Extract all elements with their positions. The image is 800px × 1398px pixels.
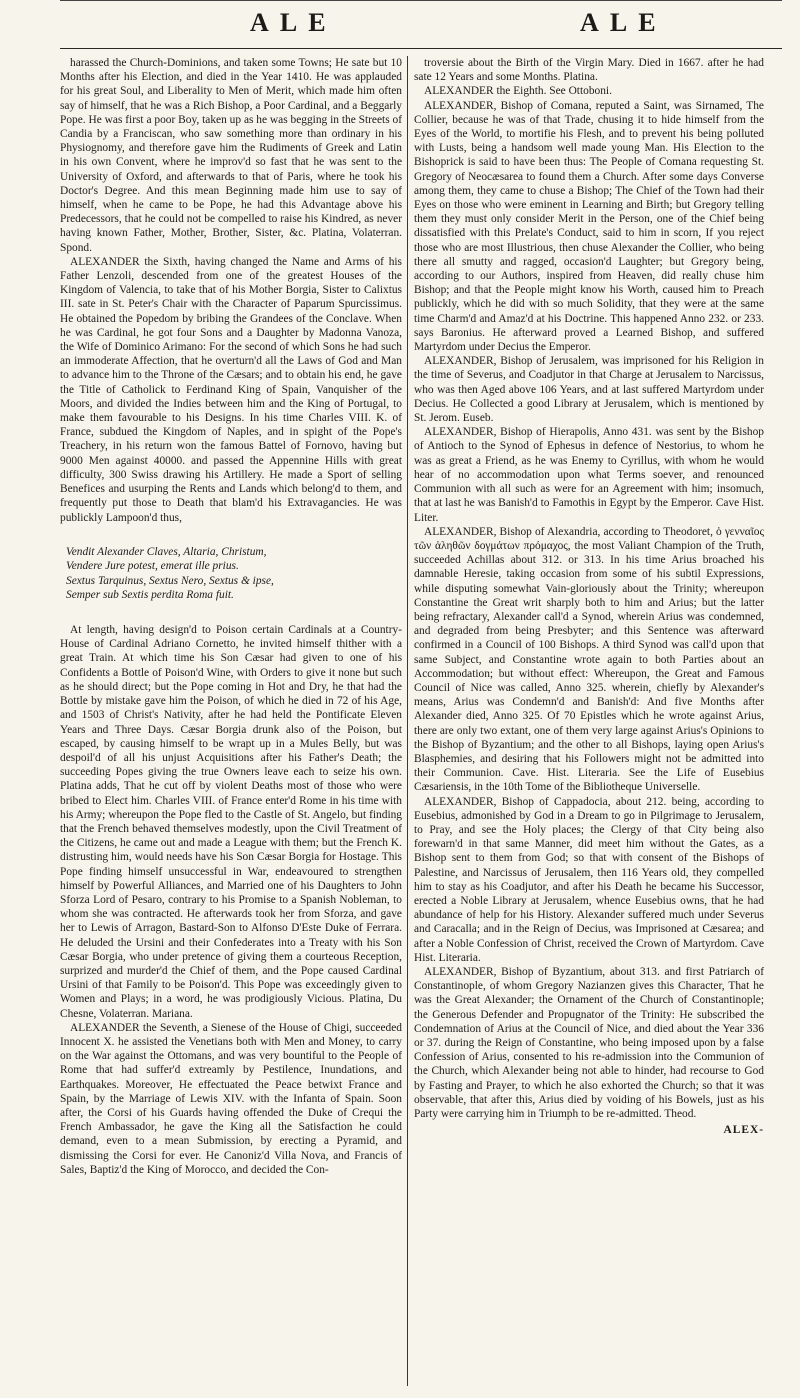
entry-alexander-jerusalem: ALEXANDER, Bishop of Jerusalem, was imprisoned for his Religion in the time of Severus, and Coadjutor in that Charge at Jerusalem to Narcissus, who was then Aged above 106 Years, and at last suffered Martyrdom under Decius. He Collected a good Library at Jerusalem, which is mentioned by St. Jerom. Euseb. — [414, 355, 764, 425]
catchword: ALEX- — [723, 1124, 764, 1137]
header-top-rule — [60, 0, 782, 1]
entry-alexander-comana: ALEXANDER, Bishop of Comana, reputed a Saint, was Sirnamed, The Collier, because he was of that Trade, chusing it to hide himself from the Eyes of the World, to mortifie his Flesh, and to prevent his being polluted with Lusts, being a handsom well made young Man. His Election to the Bishoprick is said to have been thus: The People of Comana requesting St. Gregory of Neocæsarea to found them a Church. After some days Converse among them, they came to chuse a Bishop; The Chief of the Town had their Eyes on those who were eminent in Learning and Birth; but Gregory telling them they must only consider Merit in the Person, one of the Chief being dissatisfied with this Prelate's Conduct, said to him in scorn, If you reject those who are most Illustrious, then chuse Alexander the Collier, who being there all smutty and ragged, occasion'd Laughter; but Gregory being, according to our Authors, inspired from Heaven, did really chuse him Bishop; and that the People might know his Worth, caused him to Preach publickly, which he did with so much Solidity, that they were at the same time Charm'd and Amaz'd at his Doctrine. This happened Anno 232. or 233. says Baronius. He afterward proved a Learned Bishop, and suffered Martyrdom under Decius the Emperor. — [414, 99, 764, 354]
left-column — [60, 56, 402, 1386]
verse-line: Vendit Alexander Claves, Altaria, Christum, — [66, 545, 267, 558]
right-column — [414, 56, 764, 1386]
entry-alexander-alexandria: ALEXANDER, Bishop of Alexandria, according to Theodoret, ὁ γενναῖος τῶν ἀληθῶν δογμάτων πρόμαχος, the most Valiant Champion of the Truth, succeeded Achillas about 312. or 313. In his time Arius broached his damnable Heresie, taking occasion from some of his subtil Expressions, while disputing somewhat Vain-gloriously about the Trinity; whereupon Constantine the Great writ sharply both to him and Arius; but the latter being refractary, Alexander call'd a Synod, wherein Arius was condemned, and degraded from being Presbyter; and this Sentence was afterward confirmed in a Council of 100 Bishops. A third Synod was call'd upon that same Subject, and Constantine wrote again to both Parties about an Accommodation; but without effect: Whereupon, the Great and Famous Council of Nice was called, Anno 325. wherein, chiefly by Alexander's means, Arius was Condemn'd and Banish'd: And five Months after Alexander died, Anno 325. Of 70 Epistles which he wrote against Arius, there are only two extant, one of them very large against Arius's Opinions to the Bishop of Byzantium; and the other to all Bishops, laying open Arius's Blasphemies, and desiring that his Followers might not be admitted into their Communion. Cave. Hist. Literaria. See the Life of Eusebius Cæsariensis, in the 10th Tome of the Bibliotheque Universelle. — [414, 525, 764, 794]
entry-alexander-eighth: ALEXANDER the Eighth. See Ottoboni. — [424, 85, 612, 98]
column-divider — [407, 56, 408, 1386]
verse-line: Semper sub Sextis perdita Roma fuit. — [66, 589, 234, 602]
running-header — [60, 0, 782, 49]
entry-alexander-hierapolis: ALEXANDER, Bishop of Hierapolis, Anno 431. was sent by the Bishop of Antioch to the Synod of Ephesus in defence of Nestorius, to whom he was as great a Friend, as he was Enemy to Cyrillus, with whom he would hear of no accommodation upon what Terms soever, and renounced Communion with all such as were for an Agreement with him; insomuch, that at last he was Banish'd to Famothis in Egypt by the Emperor. Cave Hist. Liter. — [414, 426, 764, 524]
entry-alexander-cappadocia: ALEXANDER, Bishop of Cappadocia, about 212. being, according to Eusebius, admonished by God in a Dream to go in Pilgrimage to Jerusalem, to Pray, and see the Holy places; the Clergy of that City being also forewarn'd in that same Manner, did meet him without the Gates, as a Bishop sent to them from God; so that with consent of the Bishops of Palestine, and Narcissus of Jerusalem, then 116 Years old, they compelled him to stay as his Coadjutor, and after his Death he became his Successor, erected a Noble Library at Jerusalem, whence Eusebius owns, that he had abundance of help for his History. Alexander suffered much under Severus and Caracalla; and in the Reign of Decius, was Imprisoned at Cæsarea; and after a Noble Confession of Christ, received the Crown of Martyrdom. Cave Hist. Literaria. — [414, 795, 764, 964]
verse-line: Vendere Jure potest, emerat ille prius. — [66, 560, 239, 573]
entry-alexander-byzantium: ALEXANDER, Bishop of Byzantium, about 313. and first Patriarch of Constantinople, of whom Gregory Nazianzen gives this Character, That he was the Great Alexander; the Ornament of the Church of Constantinople; the Generous Defender and Propugnator of the Trinity: He subscribed the Condemnation of Arius at the Council of Nice, and died about the Year 336 or 37. during the Reign of Constantine, who being imposed upon by a false Confession of Arius, consented to his re-admission into the Communion of the Church, which Alexander being not able to hinder, had recourse to God by Fasting and Prayer, to which he also exhorted the Church; so that it was observable, that after this, Arius died by voiding of his Bowels, just as his Party were carrying him in Triumph to be re-admitted. Theod. — [414, 966, 764, 1121]
entry-alexander-sixth: ALEXANDER the Sixth, having changed the Name and Arms of his Father Lenzoli, descended from one of the greatest Houses of the Kingdom of Valencia, to take that of his Mother Borgia, Sister to Calixtus III. sate in St. Peter's Chair with the Character of Paparum Spurcissimus. He obtained the Popedom by bribing the Grandees of the Conclave. When he was Cardinal, he got four Sons and a Daughter by Madonna Vanoza, the Wife of Dominico Arimano: For the second of which Sons he had such an immoderate Affection, that he overturn'd all the Laws of God and Man to advance him to the Throne of the Cæsars; and to obtain his end, he gave the Title of Catholick to Ferdinand King of Spain, Vanquisher of the Moors, and divided the Indies between him and the King of Portugal, to make them favourable to his Designs. In his time Charles VIII. K. of France, subdued the Kingdom of Naples, and in spight of the Pope's Treachery, in his return won the famous Battel of Fornovo, having but 9000 Men against 40000. and passed the Appennine Hills with great difficulty, 300 Swiss drawing his Artillery. He made a Sport of selling Benefices and usurping the Rents and Lands which belong'd to them, and frequently put those to Death that blam'd his Extravagancies. He was publickly Lampoon'd thus, — [60, 255, 402, 524]
header-right-title: A L E — [580, 8, 659, 37]
lampoon-verse — [66, 545, 402, 603]
verse-line: Sextus Tarquinus, Sextus Nero, Sextus & ipse, — [66, 574, 274, 587]
header-left-title: A L E — [250, 8, 329, 37]
entry-alexander-seventh: ALEXANDER the Seventh, a Sienese of the House of Chigi, succeeded Innocent X. he assisted the Venetians both with Men and Money, to carry on the War against the Ottomans, and was very bountiful to the People of Rome that had suffer'd extreamly by Pestilence, Inundations, and Earthquakes. Moreover, He effectuated the Peace betwixt France and Spain, by the Marriage of Lewis XIV. with the Infanta of Spain. Soon after, the Corsi of his Guards having offended the Duke of Crequi the French Ambassador, he gave the King all the Satisfaction he could demand, even to a mean Submission, by erecting a Pyramid, and dismissing the Corsi for ever. He Canoniz'd Villa Nova, and Francis of Sales, Baptiz'd the King of Morocco, and decided the Con- — [60, 1021, 402, 1176]
entry-alexander-sixth-cont: At length, having design'd to Poison certain Cardinals at a Country-House of Cardinal Adriano Cornetto, he invited himself thither with a great Train. At which time his Son Cæsar had given to one of his Confidents a Bottle of Poison'd Wine, with Orders to give it none but such as he should direct; but the Pope coming in Hot and Dry, he that had the Bottle by mistake gave him the Poison, of which he died in 72 of his Age, and 1503 of Christ's Nativity, after he had held the Pontificate Eleven Years and Three Days. Cæsar Borgia drunk also of the Poison, but escaped, by causing himself to be wrapt up in a Mules Belly, but was despoil'd of all his unjust Acquisitions after his Father's Death; the succeeding Popes giving the true Owners leave each to seize his own. Platina adds, That he cut off by violent Deaths most of those who were bribed to Elect him. Charles VIII. of France enter'd Rome in his time with his Army; whereupon the Pope fled to the Castle of St. Angelo, but finding that the French behaved themselves modestly, upon the Civil Treatment of the Citizens, he came out and made a League with them; but the French K. distrusting him, would needs have his Son Cæsar Borgia for Hostage. This Pope finding himself unsuccessful in War, endeavoured to strengthen himself by Powerful Alliances, and Married one of his Daughters to John Sforza Lord of Pesaro, contrary to his Promise to a Spanish Nobleman, to whom she was contracted. He afterwards took her from Sforza, and gave her to Lewis of Arragon, Bastard-Son to Alfonso D'Este Duke of Ferrara. He deluded the Ursini and their Confederates into a Treaty with his Son Cæsar Borgia, who under pretence of giving them a courteous Reception, surprized and murder'd the Chief of them, and the Pope caused Cardinal Ursini of that Family to be Poison'd. This Pope was exceedingly given to Women and Plays; in a word, he was prodigiously Vicious. Platina, Du Chesne, Volaterran. Mariana. — [60, 624, 402, 1020]
entry-continued: harassed the Church-Dominions, and taken some Towns; He sate but 10 Months after his Election, and died in the Year 1410. He was applauded for his great Soul, and Liberality to Men of Merit, which made him often say of himself, that he was a Rich Bishop, a Poor Cardinal, and a Beggarly Pope. He was first a poor Boy, taken up as he was begging in the Streets of Candia by a Franciscan, who saw something more than ordinary in his Physiognomy, and therefore gave him the Rudiments of Greek and Latin in his own Convent, where he improv'd so fast that he was sent to the University of Oxford, and afterwards to that of Paris, where he took his Doctor's Degree. And this mean Beginning made him use to say of himself, when he came to be Pope, he had this Advantage above his Predecessors, that he could not be compelled to raise his Kindred, as never having known Father, Mother, Brother, Sister, &c. Platina, Volaterran. Spond. — [60, 57, 402, 254]
entry-alexander-seventh-cont: troversie about the Birth of the Virgin Mary. Died in 1667. after he had sate 12 Years and some Months. Platina. — [414, 57, 764, 84]
